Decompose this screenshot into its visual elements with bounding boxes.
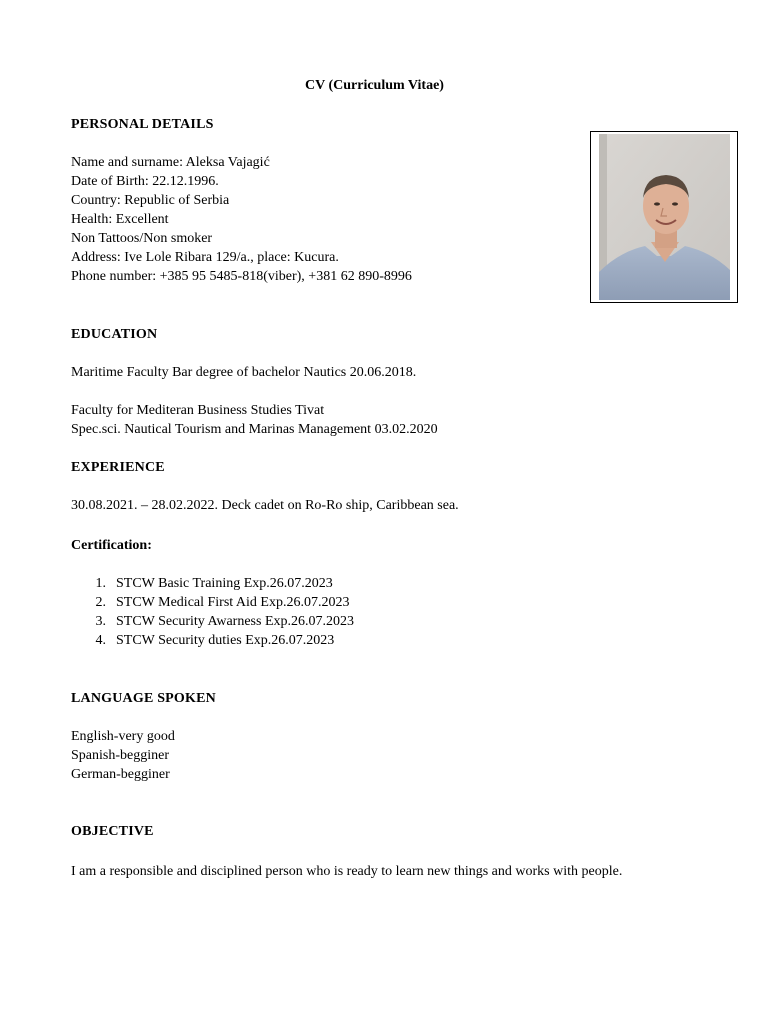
personal-address: Address: Ive Lole Ribara 129/a., place: Kucura. (71, 250, 339, 265)
profile-photo (590, 131, 738, 303)
certification-item (60, 631, 334, 650)
list-number: 4. (95, 633, 106, 648)
list-number: 2. (95, 595, 106, 610)
document-title: CV (Curriculum Vitae) (305, 78, 444, 93)
list-text: STCW Security duties Exp.26.07.2023 (116, 633, 335, 648)
list-text: STCW Security Awarness Exp.26.07.2023 (116, 614, 354, 629)
education-specialization: Spec.sci. Nautical Tourism and Marinas Management 03.02.2020 (71, 422, 438, 437)
personal-health: Health: Excellent (71, 212, 169, 227)
objective-heading: OBJECTIVE (71, 824, 154, 839)
experience-heading: EXPERIENCE (71, 460, 165, 475)
personal-country: Country: Republic of Serbia (71, 193, 230, 208)
experience-entry: 30.08.2021. – 28.02.2022. Deck cadet on Ro-Ro ship, Caribbean sea. (71, 498, 459, 513)
objective-text: I am a responsible and disciplined person who is ready to learn new things and works with people. (71, 864, 623, 879)
language-german: German-begginer (71, 767, 170, 782)
certification-item (60, 612, 354, 631)
list-text: STCW Medical First Aid Exp.26.07.2023 (116, 595, 350, 610)
languages-heading: LANGUAGE SPOKEN (71, 691, 216, 706)
personal-details-heading: PERSONAL DETAILS (71, 117, 214, 132)
education-heading: EDUCATION (71, 327, 158, 342)
list-number: 1. (95, 576, 106, 591)
personal-name: Name and surname: Aleksa Vajagić (71, 155, 270, 170)
portrait-image (599, 134, 730, 300)
list-number: 3. (95, 614, 106, 629)
certification-item (60, 593, 349, 612)
personal-habits: Non Tattoos/Non smoker (71, 231, 213, 246)
certification-item (60, 574, 333, 593)
education-bachelor: Maritime Faculty Bar degree of bachelor Nautics 20.06.2018. (71, 365, 417, 380)
language-english: English-very good (71, 729, 175, 744)
language-spanish: Spanish-begginer (71, 748, 169, 763)
education-faculty: Faculty for Mediteran Business Studies Tivat (71, 403, 325, 418)
certification-heading: Certification: (71, 538, 152, 553)
list-text: STCW Basic Training Exp.26.07.2023 (116, 576, 333, 591)
personal-dob: Date of Birth: 22.12.1996. (71, 174, 219, 189)
personal-phone: Phone number: +385 95 5485-818(viber), +381 62 890-8996 (71, 269, 412, 284)
